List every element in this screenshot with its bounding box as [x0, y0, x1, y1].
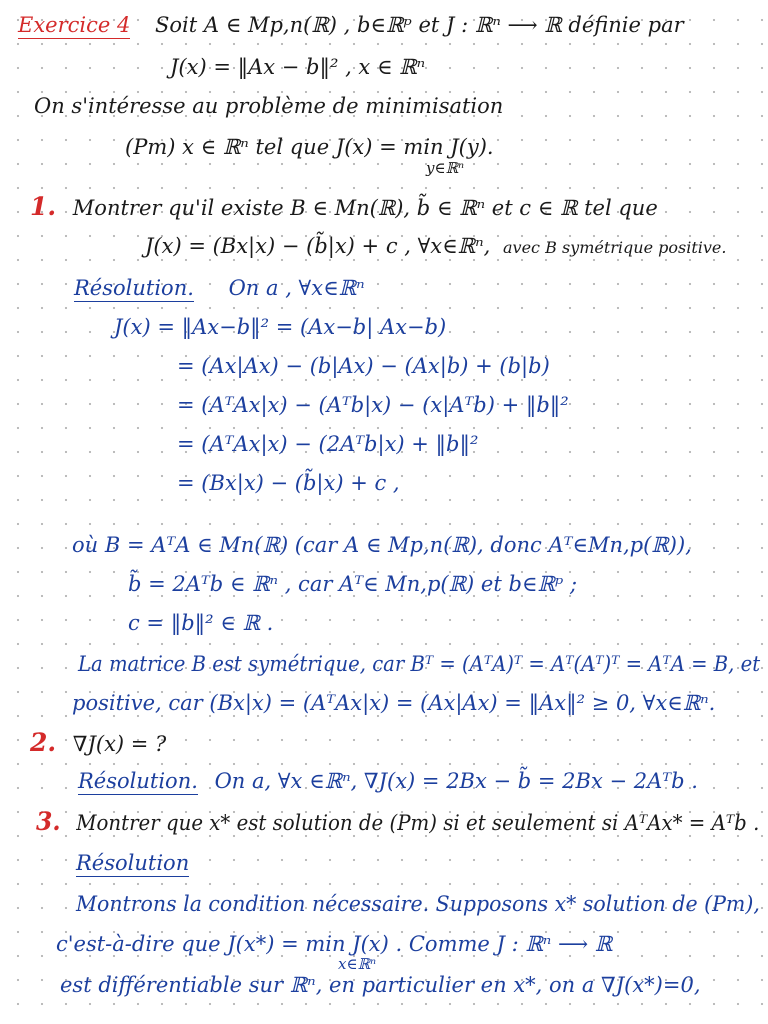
minimum-subscript: x∈ℝⁿ [338, 955, 377, 973]
problem-statement: (Pm) x ∈ ℝⁿ tel que J(x) = min J(y). [125, 135, 494, 159]
question-3-text: Montrer que x* est solution de (Pm) si et seulement si AᵀAx* = Aᵀb . [76, 811, 760, 835]
question-3-number: 3. [36, 807, 61, 836]
cost-definition: J(x) = ‖Ax − b‖² , x ∈ ℝⁿ [170, 55, 426, 79]
derivation-line-1: J(x) = ‖Ax−b‖² = (Ax−b| Ax−b) [114, 315, 447, 339]
question-1-formula: J(x) = (Bx|x) − (b̃|x) + c , ∀x∈ℝⁿ, [145, 234, 491, 258]
question-1-text: Montrer qu'il existe B ∈ Mn(ℝ), b̃ ∈ ℝⁿ et c ∈ ℝ tel que [72, 196, 658, 220]
problem-intro: On s'intéresse au problème de minimisation [34, 94, 504, 118]
resolution-3-label-line [76, 850, 189, 876]
question-1-number: 1. [30, 192, 57, 221]
question-1-line [30, 194, 658, 221]
exercise-label: Exercice 4 [18, 13, 131, 37]
definition-btilde-line: b̃ = 2Aᵀb ∈ ℝⁿ , car Aᵀ∈ Mn,p(ℝ) et b∈ℝᵖ ; [128, 572, 578, 596]
minimum-definition-line: c'est-à-dire que J(x*) = min J(x) . Comme J : ℝⁿ ⟶ ℝ [56, 932, 613, 956]
resolution-1-intro: On a , ∀x∈ℝⁿ [228, 276, 365, 300]
exercise-header-line [18, 12, 684, 38]
definition-c-line: c = ‖b‖² ∈ ℝ . [128, 611, 274, 635]
question-1-formula-note: avec B symétrique positive. [503, 238, 727, 257]
resolution-1-label: Résolution. [74, 276, 194, 300]
resolution-1-line [74, 275, 365, 301]
necessary-condition-line: Montrons la condition nécessaire. Supposons x* solution de (Pm), [76, 892, 760, 916]
exercise-statement: Soit A ∈ Mp,n(ℝ) , b∈ℝᵖ et J : ℝⁿ ⟶ ℝ définie par [155, 13, 684, 37]
derivation-line-4: = (AᵀAx|x) − (2Aᵀb|x) + ‖b‖² [177, 432, 479, 456]
derivation-line-2: = (Ax|Ax) − (b|Ax) − (Ax|b) + (b|b) [177, 354, 550, 378]
question-2-text: ∇J(x) = ? [72, 732, 167, 756]
question-2-number: 2. [30, 728, 57, 757]
derivation-line-3: = (AᵀAx|x) − (Aᵀb|x) − (x|Aᵀb) + ‖b‖² [177, 393, 569, 417]
differentiability-line: est différentiable sur ℝⁿ, en particulier en x*, on a ∇J(x*)=0, [60, 973, 701, 997]
resolution-2-label: Résolution. [78, 769, 198, 793]
definition-B-line: où B = AᵀA ∈ Mn(ℝ) (car A ∈ Mp,n(ℝ), donc Aᵀ∈Mn,p(ℝ)), [72, 533, 692, 557]
question-3-line [36, 809, 759, 836]
resolution-3-label: Résolution [76, 851, 190, 875]
question-1-formula-line [145, 233, 726, 261]
resolution-2-line [78, 768, 698, 794]
derivation-line-5: = (Bx|x) − (b̃|x) + c , [177, 471, 400, 495]
symmetry-line: La matrice B est symétrique, car Bᵀ = (AᵀA)ᵀ = Aᵀ(Aᵀ)ᵀ = AᵀA = B, et [78, 652, 761, 676]
question-2-line [30, 730, 166, 757]
problem-min-subscript: y∈ℝⁿ [426, 159, 465, 177]
positivity-line: positive, car (Bx|x) = (AᵀAx|x) = (Ax|Ax) = ‖Ax‖² ≥ 0, ∀x∈ℝⁿ. [72, 691, 716, 715]
resolution-2-text: On a, ∀x ∈ℝⁿ, ∇J(x) = 2Bx − b̃ = 2Bx − 2Aᵀb . [214, 769, 698, 793]
